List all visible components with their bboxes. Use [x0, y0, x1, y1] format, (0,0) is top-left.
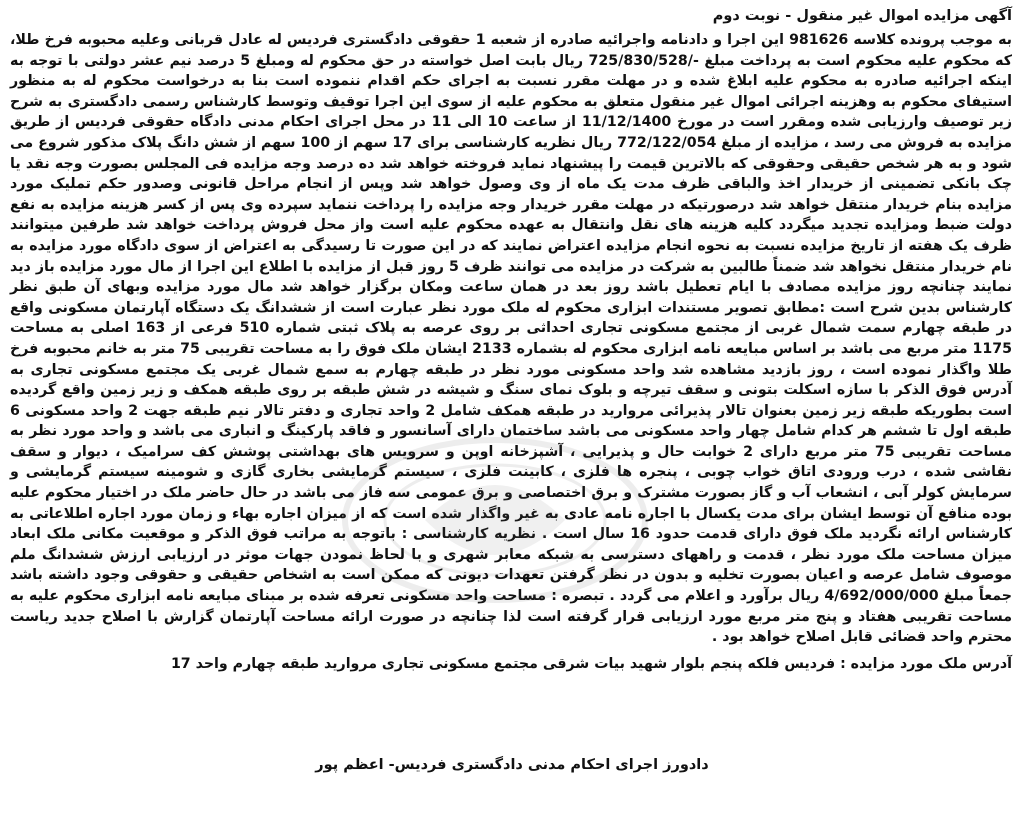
signature-line: دادورز اجرای احکام مدنی دادگستری فردیس- اعظم پور	[315, 757, 709, 773]
notice-title: آگهی مزایده اموال غیر منقول - نوبت دوم	[712, 8, 1012, 24]
notice-body: به موجب پرونده کلاسه 981626 این اجرا و دادنامه واجرائیه صادره از شعبه 1 حقوقی دادگستری فردیس له عادل قربانی وعلیه محبوبه فرخ طلا، که محکوم علیه محکوم است به پرداخت مبلغ -/725/830/528 ریال بابت اصل خواسته در حق محکوم له ومبلغ 5 درصد نیم عشر دولتی با توجه به اینکه اجرائیه صادره به محکوم علیه ابلاغ شده و در مهلت مقرر نسبت به اجرای حکم اقدام ننموده است بنا به درخواست محکوم له به منظور استیفای محکوم به وهزینه اجرائی اموال غیر منقول متعلق به محکوم علیه از سوی این اجرا توقیف وتوسط کارشناس رسمی دادگستری به شرح زیر توصیف وارزیابی شده ومقرر است در مورخ 11/12/1400 از ساعت 10 الی 11 در محل اجرای احکام مدنی دادگاه حقوقی فردیس از طریق مزایده به فروش می رسد ، مزایده از مبلغ 772/122/054 ریال نظریه کارشناسی برای 17 سهم از 100 سهم از شش دانگ پلاک مذکور شروع می شود و به هر شخص حقیقی وحقوقی که بالاترین قیمت را پیشنهاد نماید فروخته خواهد شد ده درصد وجه مزایده فی المجلس بصورت وجه نقد یا چک بانکی تضمینی از خریدار اخذ والباقی ظرف مدت یک ماه از وی وصول خواهد شد وپس از انجام مراحل قانونی وصدور حکم تملیک مورد مزایده بنام خریدار منتقل خواهد شد درصورتیکه در مهلت مقرر خریدار وجه مزایده را پرداخت ننماید سپرده وی پس از کسر هزینه مزایده به نفع دولت ضبط ومزایده تجدید میگردد کلیه هزینه های نقل وانتقال به عهده محکوم علیه است واز محل فروش پرداخت خواهد شد طرفین میتوانند ظرف یک هفته از تاریخ مزایده نسبت به نحوه انجام مزایده اعتراض نمایند که در این صورت تا رسیدگی به اعتراض از سوی دادگاه مورد مزایده به نام خریدار منتقل نخواهد شد ضمناً طالبین به شرکت در مزایده می توانند ظرف 5 روز قبل از مزایده با اطلاع این اجرا از مال مورد مزایده باز دید نمایند چنانچه روز مزایده مصادف با ایام تعطیل باشد روز بعد در همان ساعت ومکان برگزار خواهد شد مال مورد مزایده وبهای آن طبق نظر کارشناس بدین شرح است :مطابق تصویر مستندات ابزاری محکوم له ملک مورد نظر عبارت است از ششدانگ یک دستگاه آپارتمان مسکونی واقع در طبقه چهارم سمت شمال غربی از مجتمع مسکونی تجاری احداثی بر روی عرصه به پلاک ثبتی شماره 510 فرعی از 163 اصلی به مساحت 1175 متر مربع می باشد بر اساس مبایعه نامه ابزاری محکوم له بشماره 2133 ایشان ملک فوق را به مساحت تقریبی 75 متر به خانم محبوبه فرخ طلا واگذار نموده است ، روز بازدید مشاهده شد واحد مسکونی مورد نظر در طبقه چهارم به سمع شمال غربی یک مجتمع مسکونی تجاری به آدرس فوق الذکر با سازه اسکلت بتونی و سقف تیرچه و بلوک نمای سنگ و شیشه در شش طبقه بر روی طبقه همکف و زیر زمین واقع گردیده است بطوریکه طبقه زیر زمین بعنوان تالار پذیرائی مروارید در طبقه همکف شامل 2 واحد تجاری و دفتر تالار نیم طبقه جهت 2 واحد مسکونی 6 طبقه اول تا ششم هر کدام شامل چهار واحد مسکونی می باشد ساختمان دارای آسانسور و فاقد پارکینگ و انباری می باشد و واحد مورد نظر به مساحت تقریبی 75 متر مربع دارای 2 خوابت حال و پذیرایی ، آشپزخانه اوپن و سرویس های بهداشتی پوشش کف سرامیک ، دیوار و سقف نقاشی شده ، درب ورودی اتاق خواب چوبی ، پنجره ها فلزی ، کابینت فلزی ، سیستم گرمایشی بخاری گازی و شومینه سیستم گرمایشی و سرمایش کولر آبی ، انشعاب آب و گاز بصورت مشترک و برق اختصاصی و برق عمومی سه فاز می باشد در حال حاضر ملک در اختیار محکوم علیه بوده منافع آن توسط ایشان برای مدت یکسال با اجاره نامه عادی به غیر واگذار شده است که از میزان اجاره بهاء و زمان مورد اجاره اطلاعاتی به کارشناس ارائه نگردید ملک فوق دارای قدمت حدود 16 سال است . نظریه کارشناسی : باتوجه به مراتب فوق الذکر و موقعیت مکانی ملک ابعاد میزان مساحت ملک مورد نظر ، قدمت و راههای دسترسی به شبکه معابر شهری و با لحاظ نمودن جهات موثر در ارزیابی ارزش ششدانگ ملم موصوف شامل عرصه و اعیان بصورت تخلیه و بدون در نظر گرفتن تعهدات دیونی که ممکن است به اشخاص حقیقی و حقوقی وجود داشته باشد جمعاً مبلغ 4/692/000/000 ریال برآورد و اعلام می گردد . تبصره : مساحت واحد مسکونی تعرفه شده بر مبنای مبایعه نامه ابزاری محکوم علیه به مساحت تقریبی هفتاد و پنج متر مربع مورد ارزیابی قرار گرفته است لذا چنانچه در صورت ارائه مساحت آپارتمان گزارش با اصلاح جدید ریاست محترم واحد قضائی قابل اصلاح خواهد بود .	[10, 32, 1013, 646]
property-address: آدرس ملک مورد مزایده : فردیس فلکه پنجم بلوار شهید بیات شرقی مجتمع مسکونی تجاری مروارید طبقه چهارم واحد 17	[170, 655, 1012, 672]
notice-page	[6, 6, 1016, 823]
